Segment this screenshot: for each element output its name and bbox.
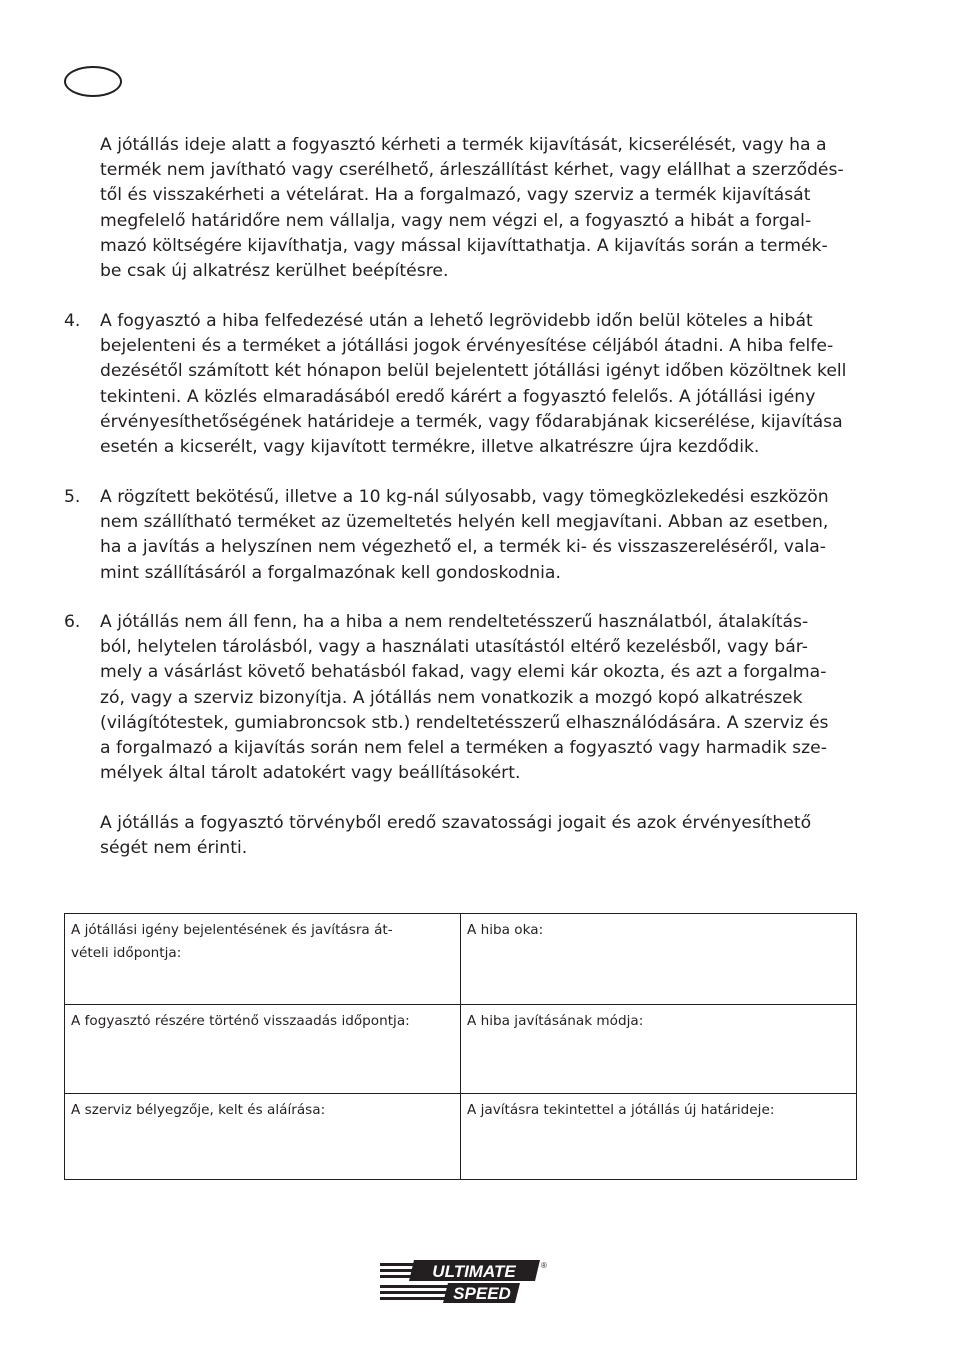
closing-paragraph xyxy=(100,811,860,861)
claim-date-cell[interactable] xyxy=(65,914,461,1005)
text-line: mazó költségére kijavíthatja, vagy mással kijavíttathatja. A kijavítás során a termék- xyxy=(100,235,828,256)
text-line: be csak új alkatrész kerülhet beépítésre. xyxy=(100,261,449,282)
table-row xyxy=(65,1005,857,1094)
cell-label: A hiba javításának módja: xyxy=(467,1013,644,1029)
item-6-paragraph xyxy=(100,610,860,786)
text-line: termék nem javítható vagy cserélhető, árleszállítást kérhet, vagy elállhat a szerződés- xyxy=(100,160,844,181)
item-number: 5. xyxy=(64,487,81,507)
text-line: mely a vásárlást követő behatásból fakad, vagy elemi kár okozta, és azt a forgalma- xyxy=(100,662,827,683)
text-line: esetén a kicserélt, vagy kijavított termékre, illetve alkatrészre újra kezdődik. xyxy=(100,437,760,458)
item-number: 6. xyxy=(64,612,81,632)
fault-cause-cell[interactable] xyxy=(461,914,857,1005)
text-line: től és visszakérheti a vételárat. Ha a forgalmazó, vagy szerviz a termék kijavítását xyxy=(100,185,811,206)
text-line: A jótállás nem áll fenn, ha a hiba a nem rendeltetésszerű használatból, átalakítás- xyxy=(100,612,809,632)
cell-label: A szerviz bélyegzője, kelt és aláírása: xyxy=(71,1102,326,1118)
item-5-paragraph xyxy=(100,485,860,586)
intro-paragraph xyxy=(100,133,860,284)
text-line: A rögzített bekötésű, illetve a 10 kg-nál súlyosabb, vagy tömegközlekedési eszközön xyxy=(100,487,829,507)
text-line: mélyek által tárolt adatokért vagy beállításokért. xyxy=(100,763,521,784)
language-badge xyxy=(64,66,122,97)
cell-label: A fogyasztó részére történő visszaadás időpontja: xyxy=(71,1013,410,1029)
cell-label: A javításra tekintettel a jótállás új határideje: xyxy=(467,1102,775,1118)
warranty-form-table xyxy=(64,913,857,1180)
logo-word-speed: SPEED xyxy=(453,1284,511,1303)
ultimate-speed-logo xyxy=(378,1257,548,1307)
text-line: megfelelő határidőre nem vállalja, vagy nem végzi el, a fogyasztó a hibát a forgal- xyxy=(100,210,812,231)
text-line: ségét nem érinti. xyxy=(100,838,248,859)
text-line: nem szállítható terméket az üzemeltetés helyén kell megjavítani. Abban az esetben, xyxy=(100,512,829,533)
logo-stripe xyxy=(380,1291,446,1294)
text-line: ha a javítás a helyszínen nem végezhető el, a termék ki- és visszaszereléséről, vala- xyxy=(100,537,826,558)
table-row xyxy=(65,914,857,1005)
cell-label: A hiba oka: xyxy=(467,922,544,938)
logo-stripe xyxy=(380,1297,450,1300)
text-line: ból, helytelen tárolásból, vagy a használati utasítástól eltérő kezelésből, vagy bár- xyxy=(100,637,808,658)
text-line: a forgalmazó a kijavítás során nem felel a terméken a fogyasztó vagy harmadik sze- xyxy=(100,738,827,759)
table-row xyxy=(65,1094,857,1180)
text-line: (világítótestek, gumiabroncsok stb.) rendeltetésszerű elhasználódására. A szerviz és xyxy=(100,712,829,733)
new-deadline-cell[interactable] xyxy=(461,1094,857,1180)
repair-method-cell[interactable] xyxy=(461,1005,857,1094)
text-line: dezésétől számított két hónapon belül bejelentett jótállási igényt időben közöltnek kell xyxy=(100,361,847,382)
logo-stripe xyxy=(380,1269,416,1272)
text-line: A jótállás a fogyasztó törvényből eredő szavatossági jogait és azok érvényesíthető xyxy=(100,813,812,833)
service-stamp-cell[interactable] xyxy=(65,1094,461,1180)
item-number: 4. xyxy=(64,311,81,331)
text-line: A jótállás ideje alatt a fogyasztó kérheti a termék kijavítását, kicserélését, vagy ha a xyxy=(100,135,827,155)
text-line: A fogyasztó a hiba felfedezésé után a lehető legrövidebb időn belül köteles a hibát xyxy=(100,311,813,331)
logo-word-ultimate: ULTIMATE xyxy=(432,1262,516,1281)
cell-label: A jótállási igény bejelentésének és javításra át- xyxy=(71,922,393,938)
text-line: bejelenteni és a terméket a jótállási jogok érvényesítése céljából átadni. A hiba felfe- xyxy=(100,336,834,357)
logo-stripe xyxy=(380,1285,450,1288)
text-line: tekinteni. A közlés elmaradásából eredő kárért a fogyasztó felelős. A jótállási igény xyxy=(100,386,816,407)
cell-label: vételi időpontja: xyxy=(71,945,182,961)
text-line: mint szállításáról a forgalmazónak kell gondoskodnia. xyxy=(100,562,561,583)
registered-mark: ® xyxy=(541,1261,547,1270)
text-line: érvényesíthetőségének határideje a termék, vagy fődarabjának kicserélése, kijavítása xyxy=(100,411,843,432)
text-line: zó, vagy a szerviz bizonyítja. A jótállás nem vonatkozik a mozgó kopó alkatrészek xyxy=(100,687,803,708)
return-date-cell[interactable] xyxy=(65,1005,461,1094)
item-4-paragraph xyxy=(100,309,860,460)
